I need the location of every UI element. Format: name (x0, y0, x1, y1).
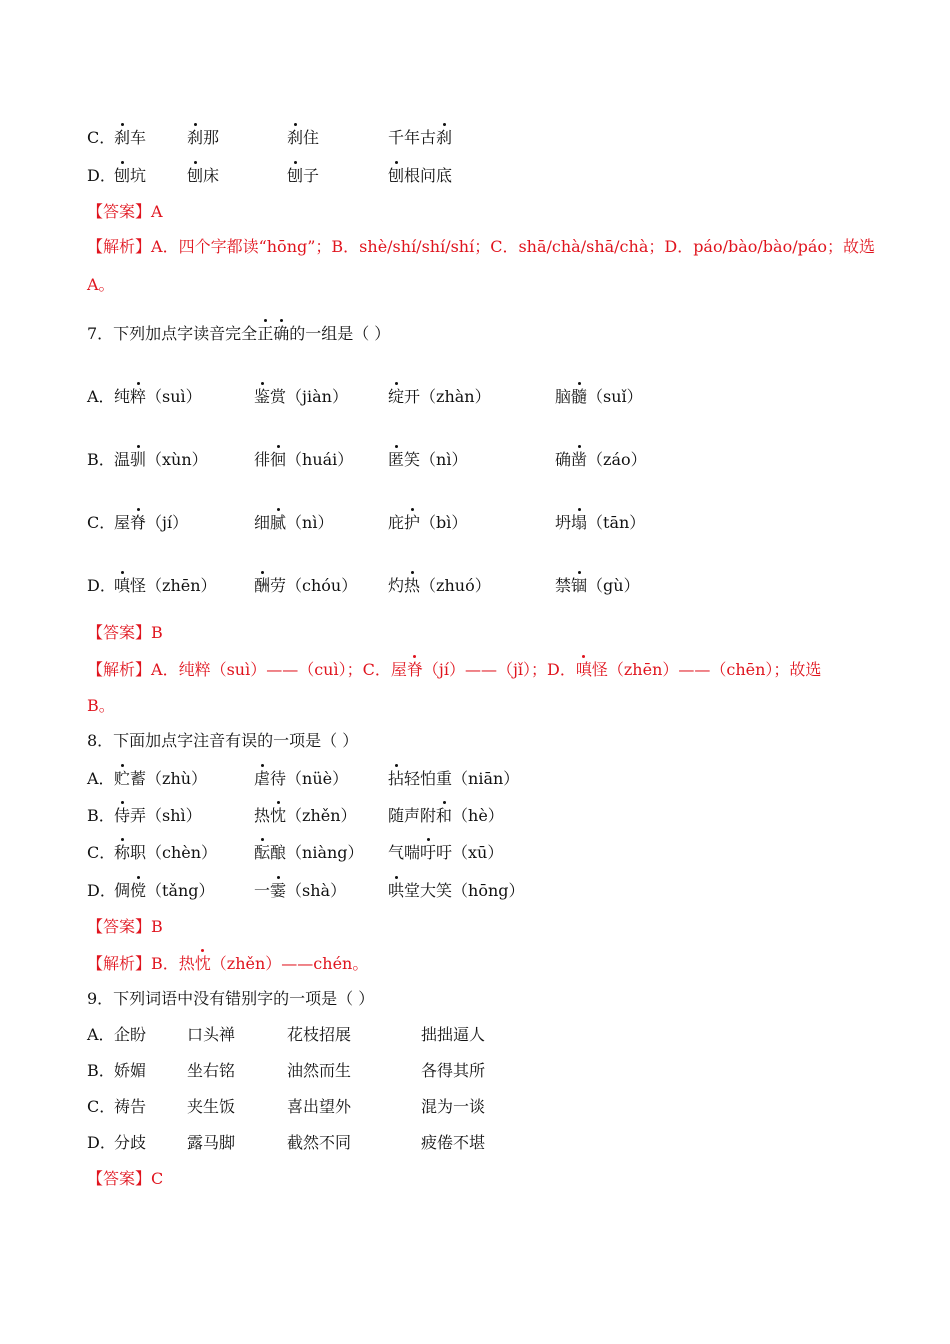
word-text: 坍 (555, 513, 572, 532)
analysis-line-2 (87, 275, 115, 295)
option-word (254, 769, 348, 789)
emphasis-dot-char: 鉴 (254, 387, 271, 406)
answer-label: 【答案】 (87, 623, 152, 642)
word-text: 一 (254, 881, 271, 900)
analysis-text: B．热 (151, 954, 195, 973)
option-letter: A． (87, 769, 115, 788)
option-letter: B． (87, 450, 115, 469)
option-word (254, 806, 357, 826)
emphasis-dot-char: 称 (114, 843, 131, 862)
word-text: 热 (254, 806, 271, 825)
question-stem: 8．下面加点字注音有误的一项是（ ） (87, 731, 359, 750)
word-text: 禁 (555, 576, 572, 595)
option-letter: D． (87, 576, 116, 595)
emphasis-dot-char: 凿 (571, 450, 588, 469)
word-text: （záo） (587, 450, 647, 469)
word-text: （suǐ） (587, 387, 643, 406)
word-text: （gù） (587, 576, 640, 595)
word-text: （xùn） (146, 450, 208, 469)
word-text: （zhěn） (286, 806, 357, 825)
analysis-line (87, 954, 368, 974)
emphasis-dot-char: 酬 (254, 576, 271, 595)
option-word (114, 166, 146, 186)
emphasis-dot-char: 拈 (388, 769, 405, 788)
word-text: （huái） (286, 450, 354, 469)
emphasis-dot-char: 傥 (130, 881, 147, 900)
word-text: 待（nüè） (270, 769, 349, 788)
word-text: 酿（niàng） (270, 843, 364, 862)
word-text: 细 (254, 513, 271, 532)
answer-label: 【答案】 (87, 1169, 152, 1188)
analysis-text: B。 (87, 696, 115, 715)
emphasis-dot-char: 刹 (114, 128, 131, 147)
analysis-line (87, 660, 821, 680)
emphasis-dot-char: 刨 (114, 166, 131, 185)
stem-text: 7．下列加点字读音完全 (87, 324, 258, 343)
option-word (114, 576, 217, 596)
option-word: 油然而生 (287, 1061, 352, 1080)
emphasis-dot-char: 贮 (114, 769, 131, 788)
answer-value: B (151, 917, 163, 936)
word-text: （nì） (286, 513, 334, 532)
word-text: 根问底 (404, 166, 453, 185)
word-text: 那 (203, 128, 220, 147)
analysis-line (87, 237, 875, 257)
option-word (254, 576, 357, 596)
word-text: 灼 (388, 576, 405, 595)
option-letter: C． (87, 1097, 116, 1116)
option-word (555, 387, 643, 407)
stem-dotted (257, 324, 289, 343)
option-word (555, 576, 640, 596)
option-word (114, 128, 146, 148)
answer-label: 【答案】 (87, 202, 152, 221)
option-word (114, 769, 207, 789)
emphasis-dot-char: 刨 (287, 166, 304, 185)
emphasis-dot-char: 刹 (287, 128, 304, 147)
word-text: 住 (303, 128, 320, 147)
option-word: 口头禅 (187, 1025, 236, 1044)
word-text: 开（zhàn） (404, 387, 491, 406)
option-word (555, 513, 645, 533)
option-word (254, 881, 346, 901)
word-text: 吁（xū） (436, 843, 504, 862)
emphasis-dot-char: 侍 (114, 806, 131, 825)
emphasis-dot-char: 护 (404, 513, 421, 532)
analysis-label: 【解析】 (87, 237, 152, 256)
option-word: 花枝招展 (287, 1025, 352, 1044)
emphasis-dot-char: 虐 (254, 769, 271, 788)
option-word: 疲倦不堪 (421, 1133, 486, 1152)
analysis-label: 【解析】 (87, 660, 152, 679)
option-word: 混为一谈 (421, 1097, 486, 1116)
word-text: （jí） (146, 513, 189, 532)
emphasis-dot-char: 哄 (388, 881, 405, 900)
option-word (388, 769, 519, 789)
analysis-text: （zhěn）——chén。 (210, 954, 369, 973)
analysis-text: A．四个字都读“hōng”；B．shè/shí/shí/shí；C．shā/chà/shā/chà；D．páo/bào/bào/páo；故选 (151, 237, 876, 256)
option-word (388, 387, 491, 407)
answer-line (87, 917, 163, 937)
emphasis-dot-char: 正 (257, 324, 274, 343)
emphasis-dot-char: 刹 (187, 128, 204, 147)
emphasis-dot-char: 刹 (436, 128, 453, 147)
emphasis-dot-char: 髓 (571, 387, 588, 406)
option-word (388, 806, 504, 826)
option-letter: C． (87, 513, 116, 532)
option-letter: D． (87, 1133, 116, 1152)
word-text: 脑 (555, 387, 572, 406)
option-word (114, 806, 202, 826)
option-word: 企盼 (114, 1025, 147, 1044)
emphasis-dot-char: 和 (436, 806, 453, 825)
word-text: 劳（chóu） (270, 576, 358, 595)
analysis-text: A。 (87, 275, 115, 294)
option-word (254, 450, 353, 470)
option-letter: A． (87, 387, 115, 406)
emphasis-dot-char: 脊 (130, 513, 147, 532)
option-letter: B． (87, 1061, 115, 1080)
emphasis-dot-char: 脊 (406, 660, 423, 679)
word-text: （hè） (452, 806, 504, 825)
word-text: 坑 (130, 166, 147, 185)
answer-line (87, 623, 163, 643)
word-text: 蓄（zhù） (130, 769, 208, 788)
word-text: 赏（jiàn） (270, 387, 348, 406)
option-word (388, 513, 467, 533)
word-text: （tān） (587, 513, 646, 532)
emphasis-dot-char: 嗔 (575, 660, 592, 679)
emphasis-dot-char: 热 (404, 576, 421, 595)
option-word (388, 128, 452, 148)
option-word: 分歧 (114, 1133, 147, 1152)
option-word: 坐右铭 (187, 1061, 236, 1080)
answer-line (87, 1169, 163, 1189)
emphasis-dot-char: 吁 (420, 843, 437, 862)
option-word (287, 166, 319, 186)
emphasis-dot-char: 嗔 (114, 576, 131, 595)
option-letter: C． (87, 128, 116, 147)
answer-value: A (151, 202, 163, 221)
option-word (388, 881, 525, 901)
word-text: 车 (130, 128, 147, 147)
emphasis-dot-char: 刨 (187, 166, 204, 185)
option-word: 娇媚 (114, 1061, 147, 1080)
stem-text: 的一组是（ ） (289, 324, 391, 343)
emphasis-dot-char: 绽 (388, 387, 405, 406)
option-word (388, 450, 467, 470)
question-stem (87, 324, 390, 344)
word-text: （zhuó） (420, 576, 491, 595)
option-letter: A． (87, 1025, 115, 1044)
option-word (114, 513, 188, 533)
option-word (388, 843, 503, 863)
emphasis-dot-char: 确 (273, 324, 290, 343)
answer-value: B (151, 623, 163, 642)
word-text: 随声附 (388, 806, 437, 825)
option-word: 祷告 (114, 1097, 147, 1116)
word-text: 子 (303, 166, 320, 185)
emphasis-dot-char: 刨 (388, 166, 405, 185)
option-word (254, 387, 348, 407)
emphasis-dot-char: 霎 (270, 881, 287, 900)
word-text: 怪（zhēn） (130, 576, 217, 595)
option-letter: B． (87, 806, 115, 825)
word-text: 倜 (114, 881, 131, 900)
option-word: 拙拙逼人 (421, 1025, 486, 1044)
answer-label: 【答案】 (87, 917, 152, 936)
emphasis-dot-char: 锢 (571, 576, 588, 595)
word-text: 气喘 (388, 843, 421, 862)
emphasis-dot-char: 忱 (270, 806, 287, 825)
word-text: 床 (203, 166, 220, 185)
emphasis-dot-char: 粹 (130, 387, 147, 406)
emphasis-dot-char: 忱 (194, 954, 211, 973)
word-text: 堂大笑（hōng） (404, 881, 525, 900)
option-word: 各得其所 (421, 1061, 486, 1080)
word-text: 笑（nì） (404, 450, 468, 469)
option-word (555, 450, 647, 470)
word-text: 弄（shì） (130, 806, 202, 825)
word-text: （tǎng） (146, 881, 215, 900)
option-word (254, 843, 364, 863)
word-text: （shà） (286, 881, 347, 900)
option-word: 夹生饭 (187, 1097, 236, 1116)
emphasis-dot-char: 腻 (270, 513, 287, 532)
emphasis-dot-char: 驯 (130, 450, 147, 469)
analysis-text: 怪（zhēn）——（chēn）；故选 (591, 660, 822, 679)
option-word (187, 128, 219, 148)
word-text: 庇 (388, 513, 405, 532)
option-word (287, 128, 319, 148)
word-text: 轻怕重（niān） (404, 769, 520, 788)
option-word (187, 166, 219, 186)
analysis-line-2 (87, 696, 115, 716)
answer-line (87, 202, 163, 222)
option-word (254, 513, 333, 533)
option-word (388, 576, 491, 596)
analysis-text: A．纯粹（suì）——（cuì）；C．屋 (151, 660, 407, 679)
word-text: （suì） (146, 387, 202, 406)
question-stem: 9．下列词语中没有错别字的一项是（ ） (87, 989, 375, 1008)
emphasis-dot-char: 徊 (270, 450, 287, 469)
emphasis-dot-char: 塌 (571, 513, 588, 532)
option-word (114, 843, 217, 863)
analysis-text: （jí）——（jǐ）；D． (422, 660, 576, 679)
word-text: （bì） (420, 513, 468, 532)
option-letter: D． (87, 166, 116, 185)
option-word (114, 881, 215, 901)
word-text: 温 (114, 450, 131, 469)
word-text: 确 (555, 450, 572, 469)
word-text: 屋 (114, 513, 131, 532)
word-text: 职（chèn） (130, 843, 218, 862)
option-word (114, 450, 208, 470)
emphasis-dot-char: 酝 (254, 843, 271, 862)
option-word: 截然不同 (287, 1133, 352, 1152)
option-letter: C． (87, 843, 116, 862)
word-text: 徘 (254, 450, 271, 469)
word-text: 千年古 (388, 128, 437, 147)
option-word: 喜出望外 (287, 1097, 352, 1116)
analysis-label: 【解析】 (87, 954, 152, 973)
emphasis-dot-char: 匿 (388, 450, 405, 469)
option-word (388, 166, 452, 186)
word-text: 纯 (114, 387, 131, 406)
answer-value: C (151, 1169, 164, 1188)
option-word: 露马脚 (187, 1133, 236, 1152)
option-word (114, 387, 202, 407)
option-letter: D． (87, 881, 116, 900)
